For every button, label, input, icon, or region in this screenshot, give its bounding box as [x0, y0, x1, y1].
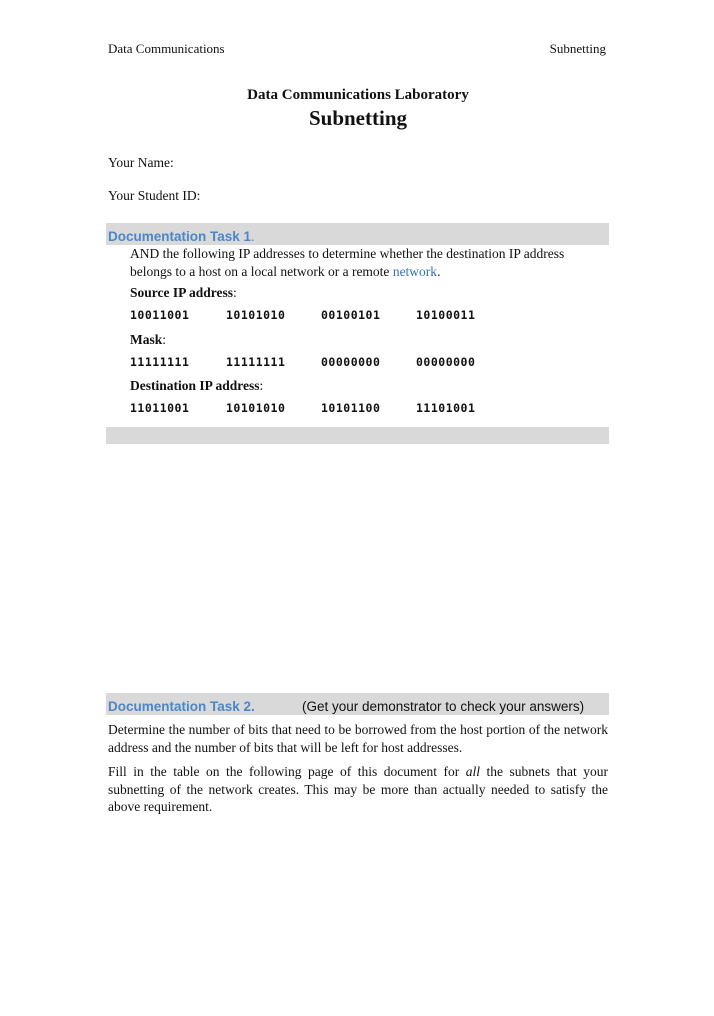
mask-octet-4: 00000000 — [416, 355, 476, 369]
task2-paragraph-1: Determine the number of bits that need to be borrowed from the host portion of the network address and the number of bits that will be left for host addresses. — [108, 722, 608, 755]
mask-label-text: Mask — [130, 332, 163, 347]
source-ip-label — [130, 285, 237, 301]
mask-octet-2: 11111111 — [226, 355, 286, 369]
dest-octet-3: 10101100 — [321, 401, 381, 415]
source-octet-1: 10011001 — [130, 308, 190, 322]
mask-octet-1: 11111111 — [130, 355, 190, 369]
name-field-label: Your Name: — [108, 155, 174, 170]
task1-title: Documentation Task 1 — [108, 229, 252, 244]
task1-instructions-period: . — [437, 263, 441, 279]
mask-octet-3: 00000000 — [321, 355, 381, 369]
task2-paragraph-2-start: Fill in the table on the following page of this document for — [108, 764, 466, 779]
destination-ip-label-colon: : — [259, 378, 264, 393]
title-block — [108, 86, 608, 131]
task1-instructions-line1: AND the following IP addresses to determine whether the destination IP address — [130, 246, 565, 261]
source-octet-2: 10101010 — [226, 308, 286, 322]
dest-octet-2: 10101010 — [226, 401, 286, 415]
source-ip-label-colon: : — [233, 285, 237, 300]
dest-octet-4: 11101001 — [416, 401, 476, 415]
mask-label — [130, 332, 166, 348]
source-octet-4: 10100011 — [416, 308, 476, 322]
task1-heading — [108, 229, 255, 244]
task1-instructions — [130, 245, 600, 280]
task1-answer-bar — [106, 427, 609, 444]
lab-title: Data Communications Laboratory — [247, 87, 469, 103]
demonstrator-note: (Get your demonstrator to check your answers) — [302, 699, 585, 714]
header-course: Data Communications — [108, 41, 225, 56]
task2-paragraph-2-end: the subnets that your subnetting of the network creates. This may be more than actually needed to satisfy the above requirement. — [108, 764, 608, 814]
source-octet-3: 00100101 — [321, 308, 381, 322]
task1-instructions-line2 — [130, 263, 600, 281]
page-title: Subnetting — [308, 106, 408, 130]
network-link[interactable]: network — [392, 263, 438, 279]
source-ip-label-text: Source IP address — [130, 285, 234, 300]
task2-emphasis-all: all — [465, 764, 480, 779]
destination-ip-label-text: Destination IP address — [130, 378, 260, 393]
dest-octet-1: 11011001 — [130, 401, 190, 415]
header-topic: Subnetting — [549, 41, 606, 56]
task1-instructions-text: belongs to a host on a local network or a remote — [130, 263, 393, 279]
mask-label-colon: : — [162, 332, 167, 347]
task2-paragraph-2 — [108, 763, 608, 816]
student-id-field-label: Your Student ID: — [108, 188, 201, 203]
destination-ip-label — [130, 378, 263, 394]
task1-title-dot: . — [251, 229, 255, 244]
task2-heading: Documentation Task 2. — [108, 699, 255, 714]
